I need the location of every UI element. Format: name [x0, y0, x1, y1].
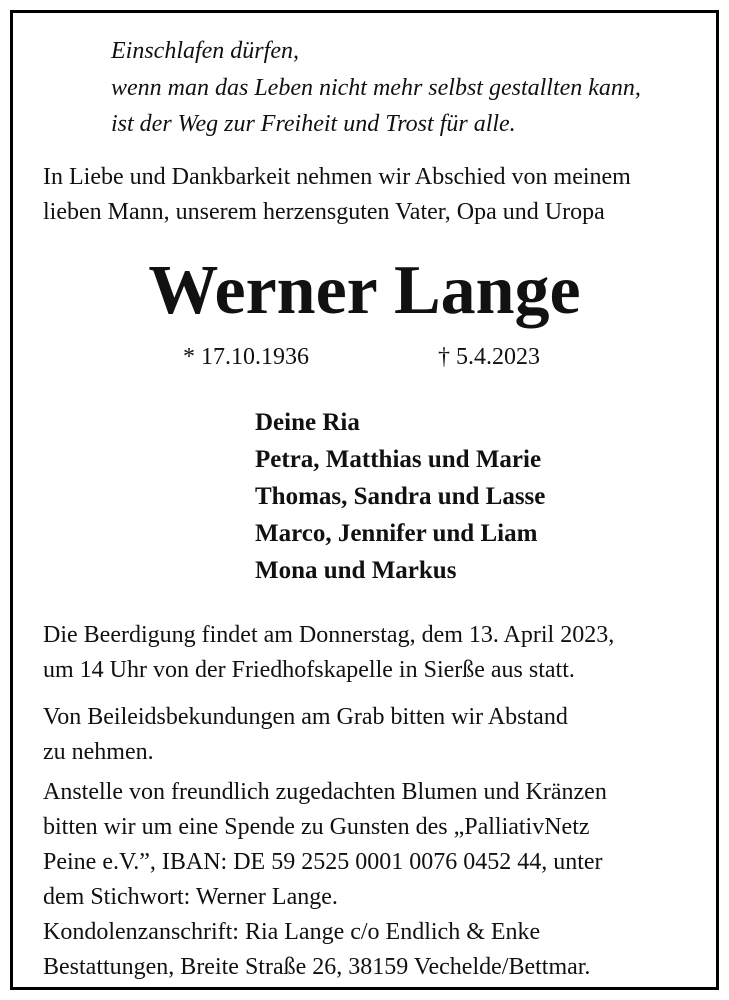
mourners-list [255, 404, 545, 589]
mourner-entry: Mona und Markus [255, 557, 457, 584]
mourner-entry: Thomas, Sandra und Lasse [255, 483, 546, 510]
poem-line: Einschlafen dürfen, [111, 38, 299, 64]
donation-line: bitten wir um eine Spende zu Gunsten des „PalliativNetz [43, 814, 590, 840]
address-line: Bestattungen, Breite Straße 26, 38159 Vechelde/Bettmar. [43, 954, 591, 980]
condolence-line: zu nehmen. [43, 739, 154, 765]
poem [111, 33, 641, 143]
mourner-entry: Marco, Jennifer und Liam [255, 520, 538, 547]
poem-line: ist der Weg zur Freiheit und Trost für alle. [111, 111, 516, 137]
condolence-request [43, 700, 568, 770]
intro-text [43, 160, 631, 230]
funeral-line: um 14 Uhr von der Friedhofskapelle in Sierße aus statt. [43, 657, 575, 683]
donation-line: Anstelle von freundlich zugedachten Blumen und Kränzen [43, 779, 607, 805]
condolence-address [43, 915, 590, 985]
deceased-name: Werner Lange [148, 252, 581, 329]
donation-line: dem Stichwort: Werner Lange. [43, 884, 338, 910]
poem-line: wenn man das Leben nicht mehr selbst gestallten kann, [111, 74, 641, 101]
death-date: † 5.4.2023 [438, 344, 540, 370]
funeral-info [43, 618, 614, 688]
funeral-line: Die Beerdigung findet am Donnerstag, dem 13. April 2023, [43, 622, 615, 648]
donation-line: Peine e.V.”, IBAN: DE 59 2525 0001 0076 0452 44, unter [43, 849, 603, 875]
obituary-notice [10, 10, 719, 990]
mourner-entry: Deine Ria [255, 409, 360, 436]
donation-info [43, 775, 607, 915]
condolence-line: Von Beileidsbekundungen am Grab bitten wir Abstand [43, 704, 568, 730]
address-line: Kondolenzanschrift: Ria Lange c/o Endlich & Enke [43, 919, 541, 945]
intro-line: In Liebe und Dankbarkeit nehmen wir Abschied von meinem [43, 164, 631, 190]
mourner-entry: Petra, Matthias und Marie [255, 446, 542, 473]
birth-date: * 17.10.1936 [183, 344, 309, 370]
intro-line: lieben Mann, unserem herzensguten Vater, Opa und Uropa [43, 199, 605, 225]
